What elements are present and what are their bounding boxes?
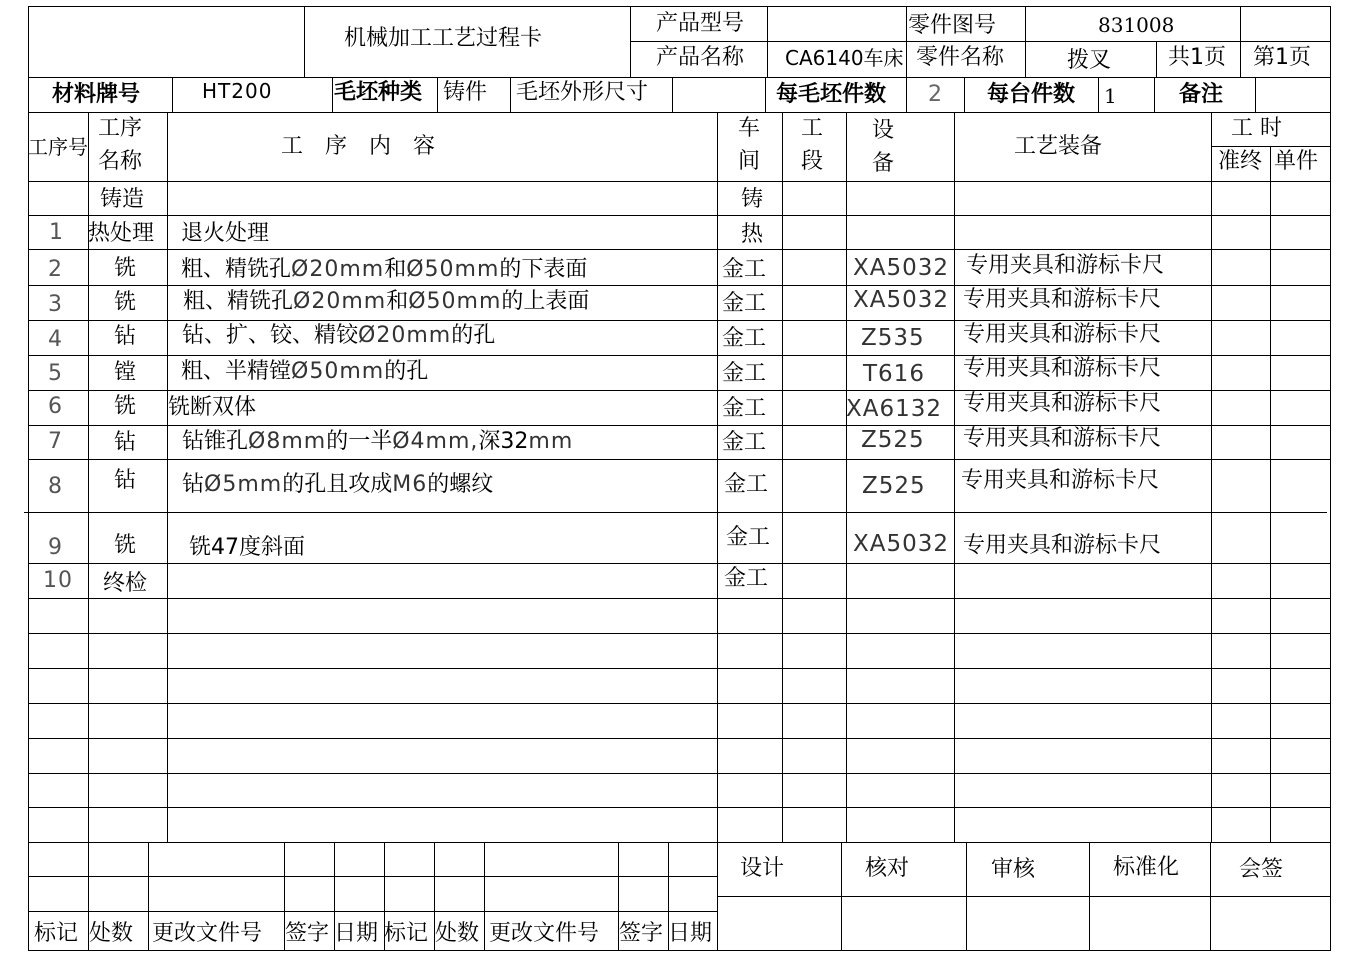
- blank-type-value: 铸件: [443, 80, 488, 105]
- row-line: [28, 215, 1331, 216]
- footer-doc-no-2: 更改文件号: [489, 921, 600, 946]
- row-workshop: 金工: [722, 396, 767, 421]
- row-op-name: 铣: [114, 256, 137, 281]
- vline: [332, 77, 333, 113]
- row-op-name: 铣: [114, 394, 137, 419]
- col-time: 工 时: [1231, 116, 1282, 141]
- row-line: [28, 563, 1331, 564]
- col-op-name-1: 工序: [98, 116, 143, 141]
- footer-vline: [1089, 842, 1090, 950]
- row-tooling: 专用夹具和游标卡尺: [963, 391, 1162, 416]
- vline: [1098, 77, 1099, 113]
- footer-date: 日期: [334, 921, 379, 946]
- row-op-name: 铣: [114, 533, 137, 558]
- row-equipment: Z535: [861, 325, 925, 351]
- vline: [1255, 77, 1256, 113]
- row-workshop: 金工: [722, 326, 767, 351]
- row-line: [28, 668, 1331, 669]
- row-line: [28, 320, 1331, 321]
- row-tooling: 专用夹具和游标卡尺: [963, 287, 1162, 312]
- col-section-1: 工: [801, 116, 824, 141]
- vline: [765, 77, 766, 113]
- col-tooling: 工艺装备: [1014, 134, 1103, 159]
- col-line: [1270, 146, 1271, 842]
- row-equipment: XA5032: [853, 255, 950, 281]
- footer-vline: [484, 842, 485, 950]
- part-name-label: 零件名称: [916, 45, 1005, 70]
- row-op-name: 铣: [114, 290, 137, 315]
- row-op-content: 粗、精铣孔Ø20mm和Ø50mm的下表面: [181, 257, 588, 282]
- footer-design: 设计: [740, 856, 785, 881]
- row-equipment: T616: [863, 361, 925, 387]
- footer-review: 审核: [991, 857, 1036, 882]
- col-time-prep: 准终: [1218, 149, 1263, 174]
- row-op-no: 10: [43, 568, 73, 593]
- row-tooling: 专用夹具和游标卡尺: [966, 253, 1165, 278]
- material-bottom-line: [28, 112, 1331, 113]
- time-sub-line: [1211, 146, 1331, 147]
- col-workshop-2: 间: [738, 149, 761, 174]
- row-op-name: 热处理: [88, 221, 155, 246]
- row-workshop: 金工: [724, 566, 769, 591]
- vline: [510, 77, 511, 113]
- vline: [672, 77, 673, 113]
- col-line: [717, 112, 718, 950]
- total-pages: 共1页: [1168, 45, 1226, 70]
- row-equipment: XA6132: [846, 396, 943, 422]
- col-line: [846, 112, 847, 842]
- row-op-content: 退火处理: [181, 221, 270, 246]
- footer-right-line: [718, 896, 1331, 897]
- row-op-name: 镗: [114, 360, 137, 385]
- remark-label: 备注: [1179, 82, 1224, 107]
- row-op-no: 1: [49, 220, 64, 245]
- vline: [964, 77, 965, 113]
- row-op-name: 钻: [114, 468, 137, 493]
- col-op-name-2: 名称: [98, 149, 143, 174]
- footer-vline: [148, 842, 149, 950]
- row-op-content: 粗、半精镗Ø50mm的孔: [181, 359, 429, 384]
- vline: [1154, 77, 1155, 113]
- row-line: [28, 807, 1331, 808]
- footer-check: 核对: [865, 856, 910, 881]
- page-number: 第1页: [1253, 45, 1311, 70]
- row-equipment: XA5032: [853, 287, 950, 313]
- footer-mark: 标记: [34, 921, 79, 946]
- footer-left-line: [28, 876, 718, 877]
- per-blank-value: 2: [928, 82, 943, 107]
- row-line: [28, 842, 1331, 843]
- row-equipment: Z525: [861, 427, 925, 453]
- row-op-no: 2: [48, 257, 63, 282]
- row-op-name: 铸造: [100, 187, 145, 212]
- row-op-name: 终检: [103, 571, 148, 596]
- row-op-content: 铣断双体: [168, 395, 257, 420]
- row-equipment: Z525: [862, 473, 926, 499]
- row-equipment: XA5032: [853, 531, 950, 557]
- col-equipment-1: 设: [872, 118, 895, 143]
- vline: [437, 77, 438, 113]
- row-workshop: 铸: [741, 187, 764, 212]
- row-line: [24, 512, 1327, 513]
- row-workshop: 金工: [722, 361, 767, 386]
- footer-sign: 签字: [285, 921, 330, 946]
- row-op-no: 6: [48, 394, 63, 419]
- row-line: [28, 773, 1331, 774]
- material-value: HT200: [202, 79, 273, 103]
- vline: [1156, 41, 1157, 78]
- vline: [1240, 6, 1241, 78]
- product-name-label: 产品名称: [656, 45, 745, 70]
- col-line: [1211, 112, 1212, 842]
- vline: [767, 6, 768, 78]
- card-title: 机械加工工艺过程卡: [344, 26, 543, 51]
- footer-count: 处数: [89, 921, 134, 946]
- row-line: [28, 459, 1331, 460]
- footer-standardize: 标准化: [1113, 855, 1180, 880]
- row-tooling: 专用夹具和游标卡尺: [963, 322, 1162, 347]
- row-op-no: 4: [48, 327, 63, 352]
- row-op-name: 钻: [114, 324, 137, 349]
- vline: [304, 6, 305, 78]
- row-op-content: 钻锥孔Ø8mm的一半Ø4mm,深32mm: [182, 429, 574, 454]
- row-tooling: 专用夹具和游标卡尺: [961, 468, 1160, 493]
- footer-vline: [966, 842, 967, 950]
- row-op-content: 钻、扩、铰、精铰Ø20mm的孔: [182, 323, 496, 348]
- footer-left-line: [28, 911, 718, 912]
- border-bottom: [28, 950, 1331, 951]
- per-unit-value: 1: [1104, 84, 1117, 108]
- vline: [906, 6, 907, 78]
- row-line: [28, 633, 1331, 634]
- col-op-no: 工序号: [28, 135, 88, 159]
- footer-vline: [841, 842, 842, 950]
- footer-vline: [1210, 842, 1211, 950]
- row-line: [28, 285, 1331, 286]
- part-name-value: 拨叉: [1067, 48, 1112, 73]
- footer-sign-2: 签字: [619, 921, 664, 946]
- row-workshop: 金工: [726, 525, 771, 550]
- row-op-content: 粗、精铣孔Ø20mm和Ø50mm的上表面: [183, 289, 590, 314]
- header-mid-line: [630, 41, 1331, 42]
- row-workshop: 金工: [722, 291, 767, 316]
- per-blank-label: 每毛坯件数: [776, 82, 887, 107]
- part-drawing-label: 零件图号: [908, 13, 997, 38]
- row-workshop: 金工: [724, 472, 769, 497]
- footer-date-2: 日期: [668, 921, 713, 946]
- row-workshop: 热: [741, 222, 764, 247]
- row-op-no: 3: [48, 292, 63, 317]
- blank-size-label: 毛坯外形尺寸: [516, 80, 649, 105]
- row-tooling: 专用夹具和游标卡尺: [963, 533, 1162, 558]
- vline: [1025, 6, 1026, 78]
- row-line: [28, 703, 1331, 704]
- col-section-2: 段: [801, 149, 824, 174]
- row-op-name: 钻: [114, 430, 137, 455]
- row-line: [28, 249, 1331, 250]
- footer-countersign: 会签: [1239, 857, 1284, 882]
- col-line: [782, 112, 783, 842]
- col-line: [167, 112, 168, 842]
- col-line: [954, 112, 955, 842]
- material-label: 材料牌号: [52, 82, 141, 107]
- row-op-no: 8: [48, 474, 63, 499]
- row-workshop: 金工: [722, 257, 767, 282]
- per-unit-label: 每台件数: [987, 82, 1076, 107]
- vline: [172, 77, 173, 113]
- row-op-content: 铣47度斜面: [189, 535, 305, 560]
- col-op-content: 工 序 内 容: [281, 134, 436, 159]
- row-tooling: 专用夹具和游标卡尺: [963, 426, 1162, 451]
- col-equipment-2: 备: [872, 151, 895, 176]
- colhead-bottom-line: [28, 181, 1331, 182]
- footer-mark-2: 标记: [384, 921, 429, 946]
- row-op-no: 7: [48, 429, 63, 454]
- row-op-no: 9: [48, 535, 63, 560]
- row-op-content: 钻Ø5mm的孔且攻成M6的螺纹: [182, 472, 494, 497]
- row-op-no: 5: [48, 361, 63, 386]
- row-workshop: 金工: [722, 430, 767, 455]
- header-bottom-line: [28, 77, 1331, 78]
- border-right: [1330, 6, 1331, 951]
- product-model-label: 产品型号: [656, 11, 745, 36]
- row-tooling: 专用夹具和游标卡尺: [963, 356, 1162, 381]
- footer-doc-no: 更改文件号: [152, 921, 263, 946]
- border-top: [28, 6, 1331, 7]
- row-line: [28, 738, 1331, 739]
- vline: [906, 77, 907, 113]
- footer-count-2: 处数: [435, 921, 480, 946]
- blank-type-label: 毛坯种类: [334, 80, 423, 105]
- part-drawing-value: 831008: [1098, 13, 1175, 37]
- row-line: [28, 598, 1331, 599]
- col-workshop-1: 车: [738, 116, 761, 141]
- col-time-unit: 单件: [1274, 149, 1319, 174]
- vline: [630, 6, 631, 78]
- product-name-value: CA6140车床: [785, 46, 904, 70]
